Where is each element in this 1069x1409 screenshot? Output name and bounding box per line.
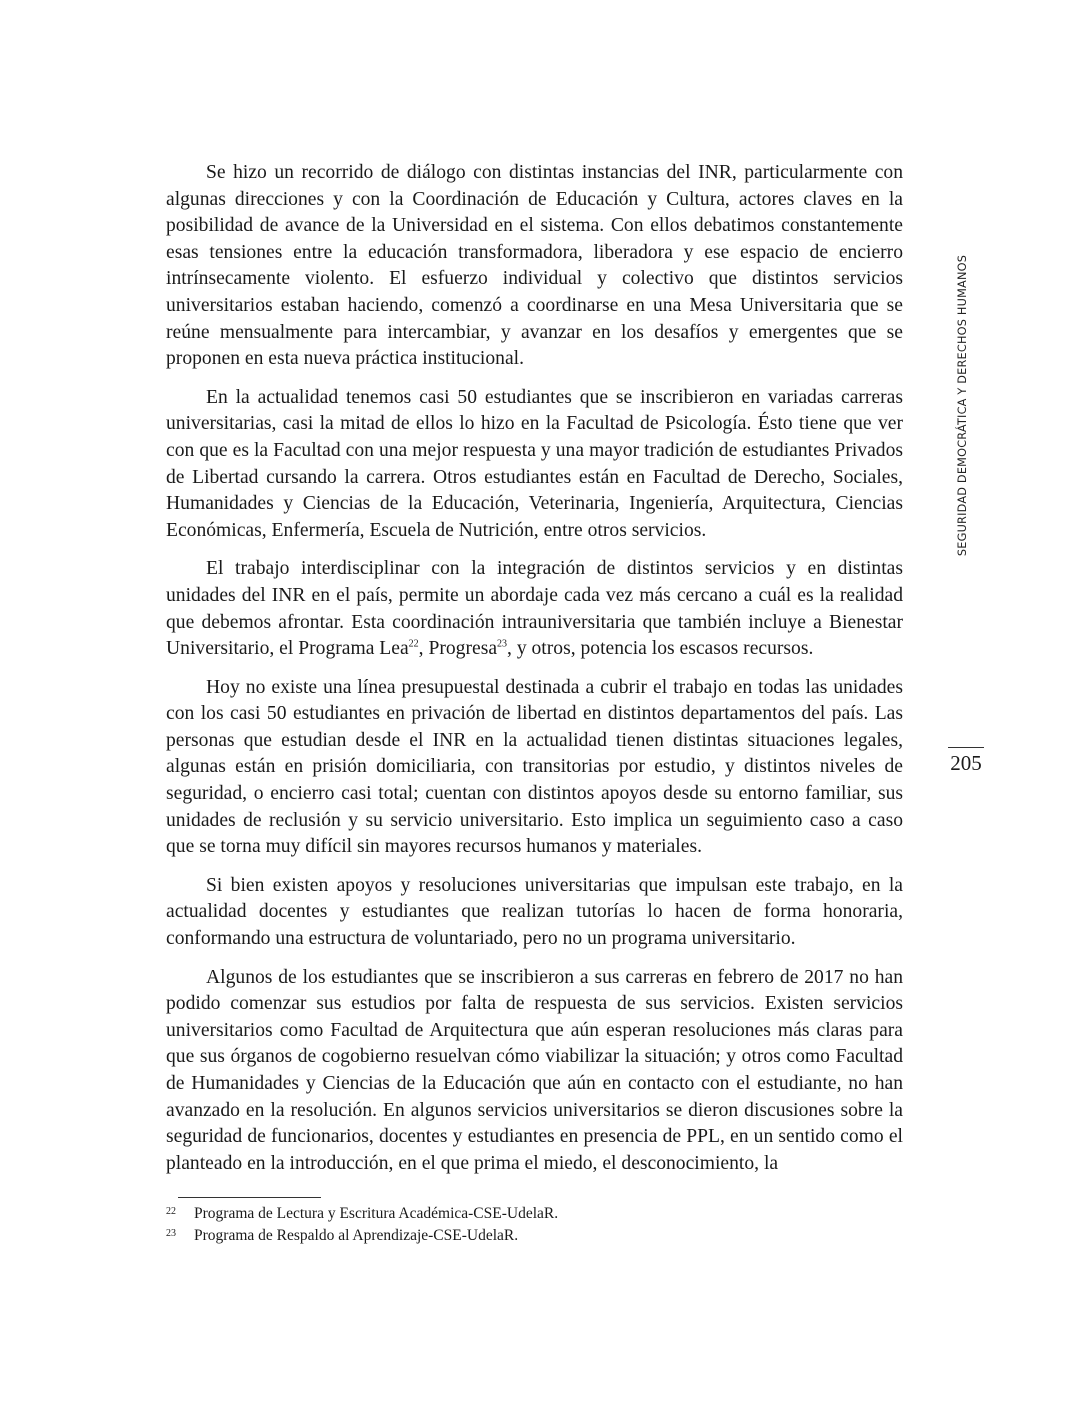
footnotes	[166, 1203, 903, 1247]
paragraph: Hoy no existe una línea presupuestal destinada a cubrir el trabajo en todas las unidades con los casi 50 estudiantes en privación de libertad en distintos departamentos del país. Las personas que estudian desde el INR en la actualidad tienen distintas situaciones legales, algunas están en prisión domiciliaria, con transitorias por estudio, y distintos niveles de seguridad, o encierro casi total; cuentan con distintos apoyos desde su entorno familiar, sus unidades de reclusión y su servicio universitario. Esto implica un seguimiento caso a caso que se torna muy difícil sin mayores recursos humanos y materiales.	[166, 676, 903, 858]
paragraph: Se hizo un recorrido de diálogo con distintas instancias del INR, particularmente con algunas direcciones y con la Coordinación de Educación y Cultura, actores claves en la posibilidad de avance de la Universidad en el sistema. Con ellos debatimos constantemente esas tensiones entre la educación transformadora, liberadora y ese espacio de encierro intrínsecamente violento. El esfuerzo individual y colectivo que distintos servicios universitarios estaban haciendo, comenzó a coordinarse en una Mesa Universitaria que se reúne mensualmente para intercambiar, y avanzar en los desafíos y emergentes que se proponen en esta nueva práctica institucional.	[166, 162, 903, 370]
footnote-number: 23	[166, 1228, 176, 1239]
paragraph: Si bien existen apoyos y resoluciones universitarias que impulsan este trabajo, en la actualidad docentes y estudiantes que realizan tutorías lo hacen de forma honoraria, conformando una estructura de voluntariado, pero no un programa universitario.	[166, 874, 903, 950]
page-number-rule	[948, 747, 984, 748]
paragraph-with-footnote-refs	[166, 556, 903, 662]
paragraph-text: El trabajo interdisciplinar con la integración de distintos servicios y en distintas unidades del INR en el país, permite un abordaje cada vez más cercano a cuál es la realidad que debemos afrontar. Esta coordinación intrauniversitaria que también incluye a Bienestar Universitario, el Programa Lea	[166, 558, 903, 660]
footnote	[166, 1225, 903, 1247]
paragraph-text: , y otros, potencia los escasos recursos.	[507, 638, 814, 660]
page-number: 205	[950, 751, 982, 775]
footnote-reference[interactable]: 23	[497, 638, 508, 650]
running-head	[953, 245, 973, 565]
paragraph: En la actualidad tenemos casi 50 estudiantes que se inscribieron en variadas carreras universitarias, casi la mitad de ellos lo hizo en la Facultad de Psicología. Ésto tiene que ver con que es la Facultad con una mejor respuesta y una mayor tradición de estudiantes Privados de Libertad cursando la carrera. Otros estudiantes están en Facultad de Derecho, Sociales, Humanidades y Ciencias de la Educación, Veterinaria, Ingeniería, Arquitectura, Ciencias Económicas, Enfermería, Escuela de Nutrición, entre otros servicios.	[166, 386, 903, 541]
footnote-reference[interactable]: 22	[408, 638, 419, 650]
running-head-text: SEGURIDAD DEMOCRÁTICA Y DERECHOS HUMANOS	[956, 254, 970, 556]
footnote-number: 22	[166, 1206, 176, 1217]
paragraph-text: , Progresa	[418, 638, 498, 660]
paragraph: Algunos de los estudiantes que se inscribieron a sus carreras en febrero de 2017 no han podido comenzar sus estudios por falta de respuesta de sus servicios. Existen servicios universitarios como Facultad de Arquitectura que aún esperan resoluciones más claras para que sus órganos de cogobierno resuelvan cómo viabilizar la situación; y otros como Facultad de Humanidades y Ciencias de la Educación que aún en contacto con el estudiante, no han avanzado en la resolución. En algunos servicios universitarios se dieron discusiones sobre la seguridad de funcionarios, docentes y estudiantes en presencia de PPL, en un sentido como el planteado en la introducción, en el que prima el miedo, el desconocimiento, la	[166, 966, 903, 1174]
footnote-text: Programa de Respaldo al Aprendizaje-CSE-UdelaR.	[194, 1227, 519, 1244]
footnote-text: Programa de Lectura y Escritura Académica-CSE-UdelaR.	[194, 1205, 559, 1222]
footnote	[166, 1203, 903, 1225]
footnote-separator	[178, 1197, 321, 1198]
body-text	[166, 160, 903, 1189]
